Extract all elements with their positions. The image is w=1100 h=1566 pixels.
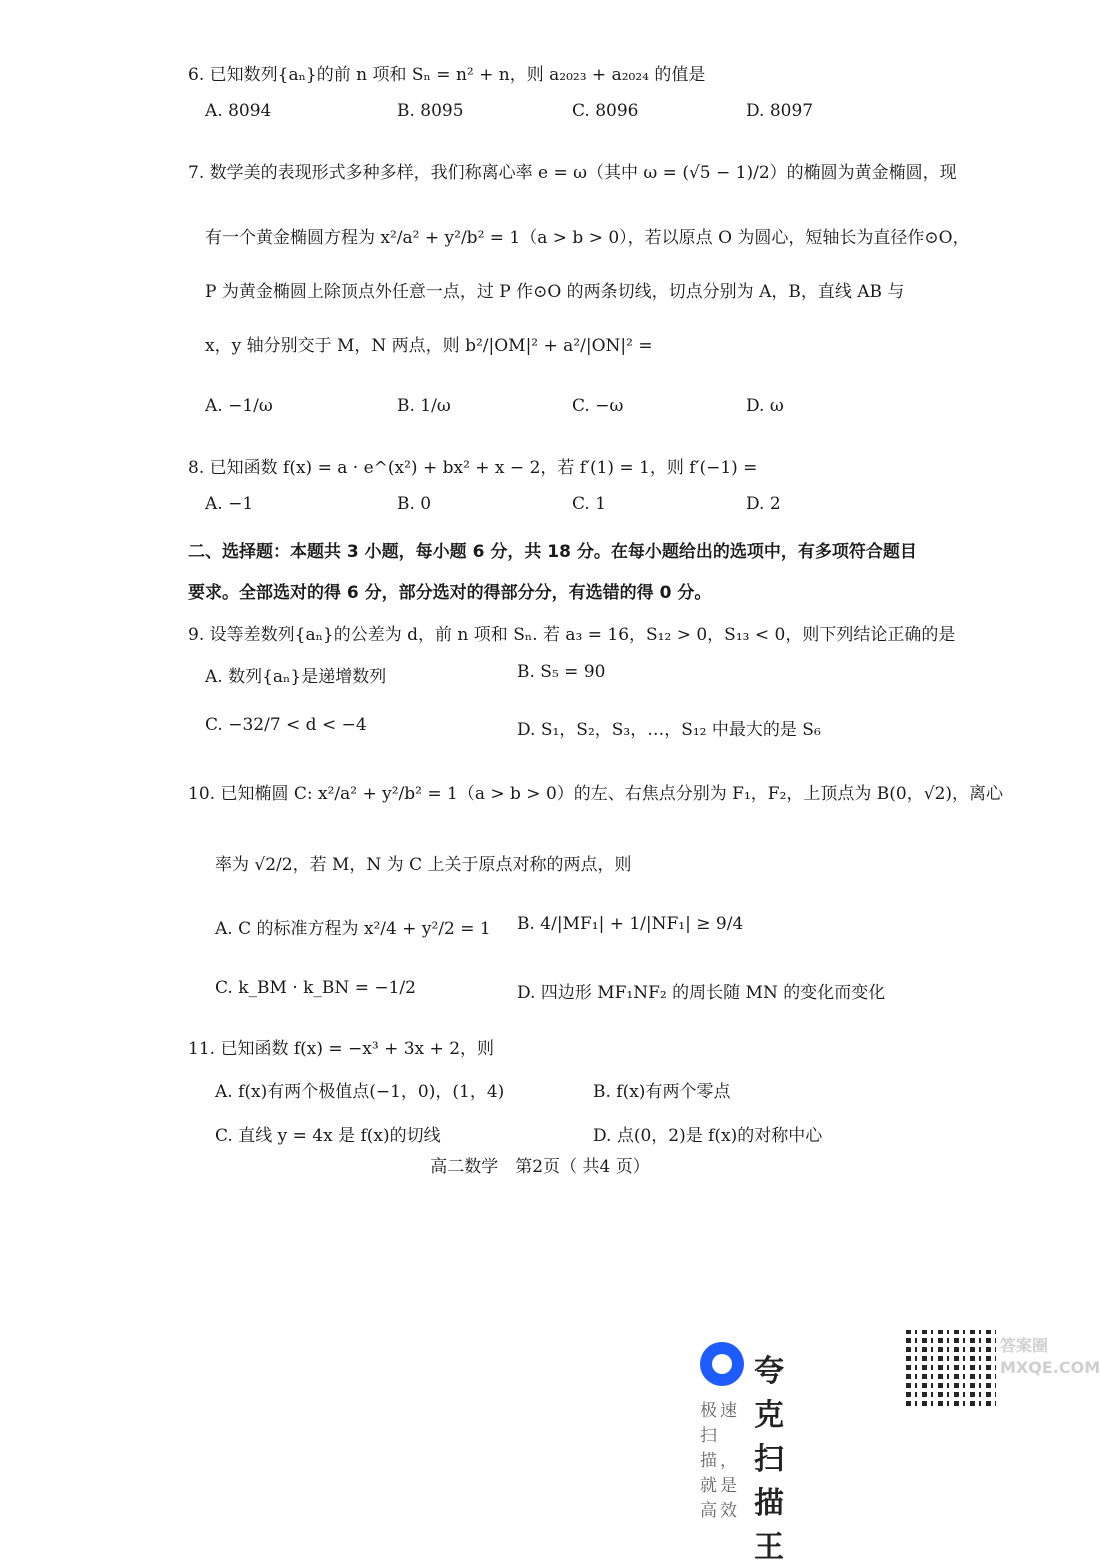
q10-option-d: D. 四边形 MF₁NF₂ 的周长随 MN 的变化而变化 xyxy=(517,983,886,1003)
q9-option-c: C. −32/7 < d < −4 xyxy=(205,715,367,735)
question-6-stem: 6. 已知数列{aₙ}的前 n 项和 Sₙ = n² + n，则 a₂₀₂₃ + a₂₀₂₄ 的值是 xyxy=(188,65,706,85)
q8-option-a: A. −1 xyxy=(205,494,254,514)
section-2-heading-line-1: 二、选择题：本题共 3 小题，每小题 6 分，共 18 分。在每小题给出的选项中，有多项符合题目 xyxy=(188,542,917,562)
q6-option-d: D. 8097 xyxy=(746,101,814,121)
q8-option-d: D. 2 xyxy=(746,494,781,514)
page-footer: 高二数学 第2页（ 共4 页） xyxy=(430,1157,650,1177)
q10-option-a: A. C 的标准方程为 x²/4 + y²/2 = 1 xyxy=(215,919,491,939)
question-7-line-1: 7. 数学美的表现形式多种多样，我们称离心率 e = ω（其中 ω = (√5 − 1)/2）的椭圆为黄金椭圆，现 xyxy=(188,163,957,183)
q8-option-b: B. 0 xyxy=(397,494,432,514)
section-2-heading-line-2: 要求。全部选对的得 6 分，部分选对的得部分分，有选错的得 0 分。 xyxy=(188,583,712,603)
q7-option-d: D. ω xyxy=(746,396,784,416)
brand-tagline: 极速扫描，就是高效 xyxy=(700,1401,740,1521)
question-7-line-3: P 为黄金椭圆上除顶点外任意一点，过 P 作⊙O 的两条切线，切点分别为 A，B，直线 AB 与 xyxy=(205,282,905,302)
watermark: 答案圈 MXQE.COM xyxy=(1000,1336,1100,1377)
q9-option-d: D. S₁，S₂，S₃，…，S₁₂ 中最大的是 S₆ xyxy=(517,720,821,740)
qr-code-icon xyxy=(906,1330,996,1410)
q10-option-b: B. 4/|MF₁| + 1/|NF₁| ≥ 9/4 xyxy=(517,914,744,934)
q7-option-b: B. 1/ω xyxy=(397,396,451,416)
question-7-line-4: x，y 轴分别交于 M，N 两点，则 b²/|OM|² + a²/|ON|² = xyxy=(205,336,653,356)
q11-option-c: C. 直线 y = 4x 是 f(x)的切线 xyxy=(215,1126,441,1146)
brand-name: 夸克扫描王 xyxy=(754,1354,785,1565)
q6-option-b: B. 8095 xyxy=(397,101,464,121)
q10-option-c: C. k_BM · k_BN = −1/2 xyxy=(215,978,416,998)
q9-option-a: A. 数列{aₙ}是递增数列 xyxy=(205,667,387,687)
q6-option-a: A. 8094 xyxy=(205,101,272,121)
q11-option-d: D. 点(0，2)是 f(x)的对称中心 xyxy=(593,1126,823,1146)
question-9-stem: 9. 设等差数列{aₙ}的公差为 d，前 n 项和 Sₙ. 若 a₃ = 16，S₁₂ > 0，S₁₃ < 0，则下列结论正确的是 xyxy=(188,625,956,645)
question-7-line-2: 有一个黄金椭圆方程为 x²/a² + y²/b² = 1（a > b > 0），若以原点 O 为圆心，短轴长为直径作⊙O， xyxy=(205,228,970,248)
question-10-line-2: 率为 √2/2，若 M，N 为 C 上关于原点对称的两点，则 xyxy=(215,855,632,875)
q7-option-a: A. −1/ω xyxy=(205,396,273,416)
q8-option-c: C. 1 xyxy=(572,494,607,514)
q11-option-b: B. f(x)有两个零点 xyxy=(593,1082,731,1102)
quark-logo-icon xyxy=(700,1342,744,1386)
question-11-stem: 11. 已知函数 f(x) = −x³ + 3x + 2，则 xyxy=(188,1039,495,1059)
q9-option-b: B. S₅ = 90 xyxy=(517,662,606,682)
q7-option-c: C. −ω xyxy=(572,396,624,416)
q6-option-c: C. 8096 xyxy=(572,101,639,121)
question-8-stem: 8. 已知函数 f(x) = a · e^(x²) + bx² + x − 2，若 f′(1) = 1，则 f′(−1) = xyxy=(188,458,758,478)
q11-option-a: A. f(x)有两个极值点(−1，0)，(1，4) xyxy=(215,1082,505,1102)
question-10-line-1: 10. 已知椭圆 C: x²/a² + y²/b² = 1（a > b > 0）的左、右焦点分别为 F₁，F₂，上顶点为 B(0，√2)，离心 xyxy=(188,784,1004,804)
